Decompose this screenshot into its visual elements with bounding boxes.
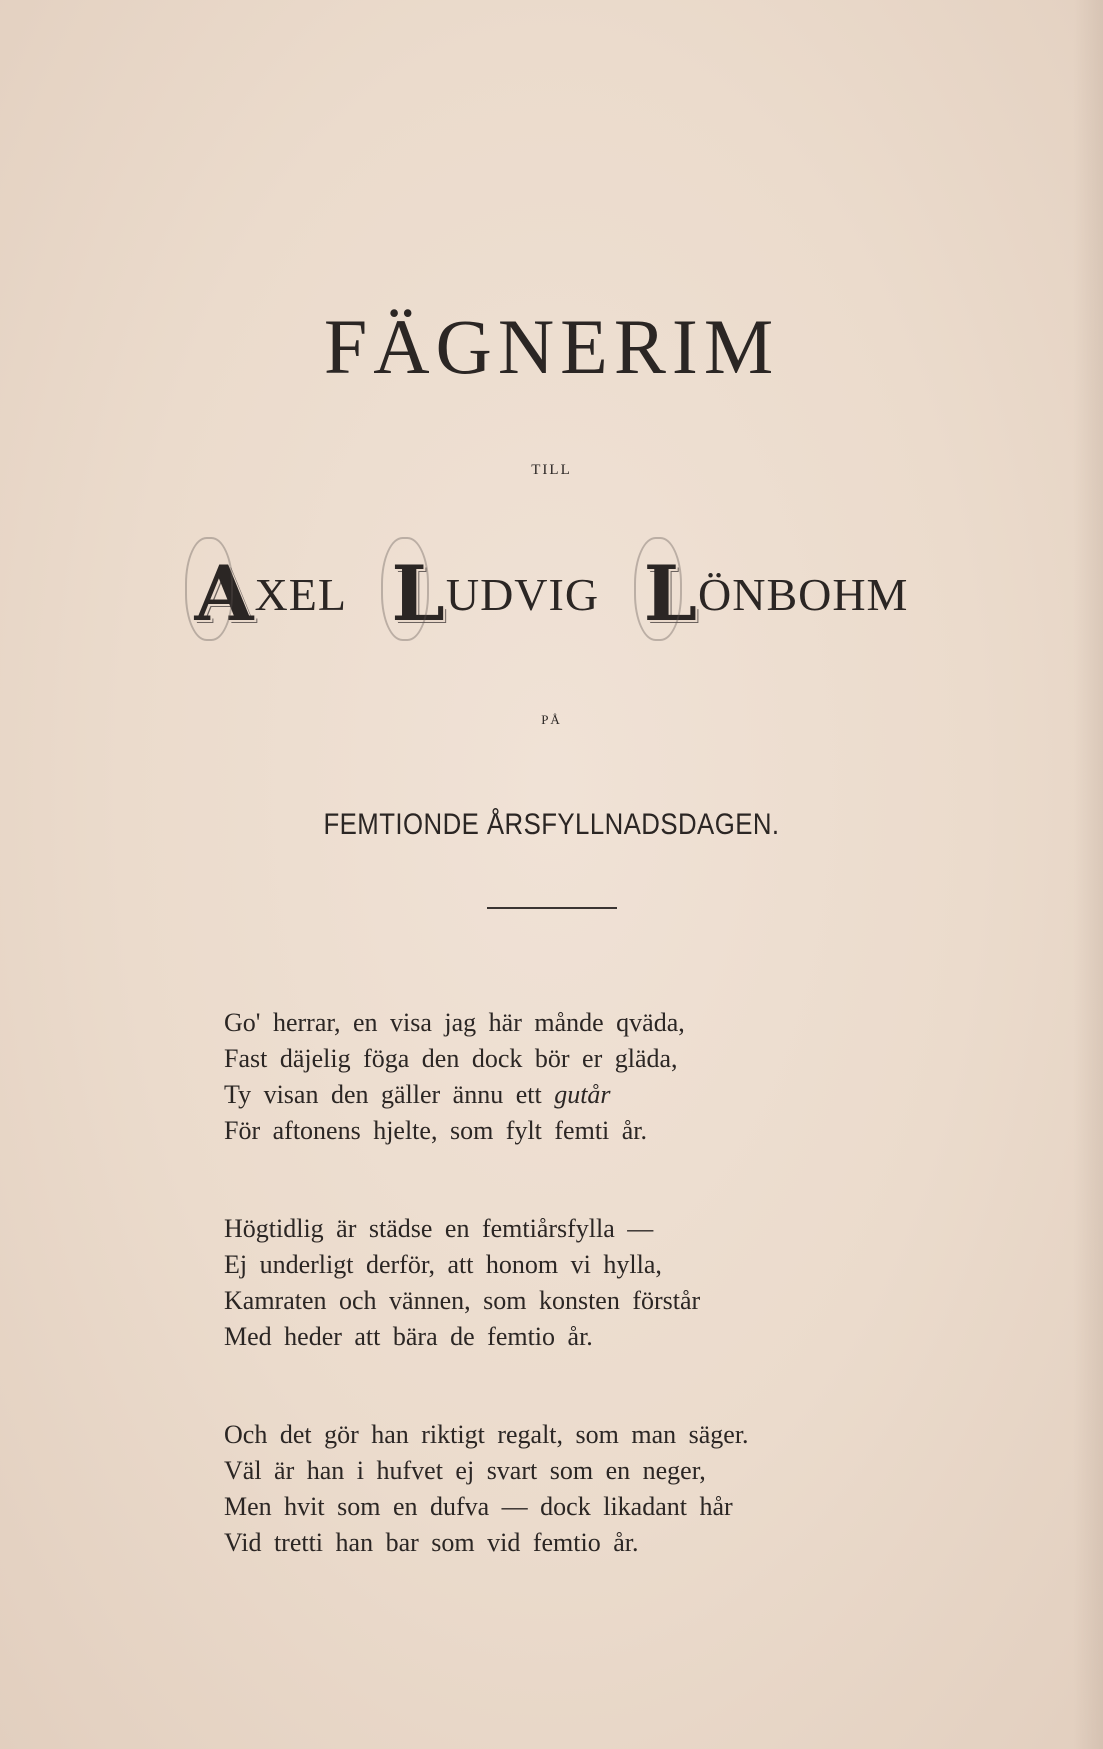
pa-word: PÅ [541,712,562,727]
stanza-1-line-3-text: Ty visan den gäller ännu ett [224,1080,542,1109]
ornamental-initial-last: L [643,549,698,638]
stanza-2-line-1: Högtidlig är städse en femtiårsfylla — [224,1214,654,1243]
stanza-2 [224,1211,944,1355]
stanza-1-line-1: Go' herrar, en visa jag här månde qväda, [224,1008,685,1037]
ornamental-initial-first: A [194,549,255,638]
stanza-3-line-2: Väl är han i hufvet ej svart som en neger, [224,1456,706,1485]
divider-rule [487,907,617,909]
document-title: FÄGNERIM [323,303,780,390]
stanza-2-line-4: Med heder att bära de femtio år. [224,1322,593,1351]
stanza-3-line-3: Men hvit som en dufva — dock likadant hår [224,1492,733,1521]
stanza-3 [224,1417,944,1561]
stanza-3-line-4: Vid tretti han bar som vid femtio år. [224,1528,639,1557]
stanza-1-line-2: Fast däjelig föga den dock bör er gläda, [224,1044,678,1073]
name-first-rest: XEL [254,569,347,620]
name-last [643,549,909,638]
name-middle [391,549,600,638]
stanza-3-line-1: Och det gör han riktigt regalt, som man säger. [224,1420,749,1449]
name-first [194,549,347,638]
stanza-1-line-3 [224,1077,944,1113]
stanza-2-line-2: Ej underligt derför, att honom vi hylla, [224,1250,662,1279]
stanza-1-emphasis: gutår [554,1080,611,1109]
name-last-rest: ÖNBOHM [698,569,909,620]
document-subtitle: FEMTIONDE ÅRSFYLLNADSDAGEN. [323,808,780,841]
stanza-2-line-3: Kamraten och vännen, som konsten förstår [224,1286,701,1315]
ornamental-initial-middle: L [391,549,446,638]
stanza-1 [224,1005,944,1149]
name-middle-rest: UDVIG [445,569,600,620]
stanza-1-line-4: För aftonens hjelte, som fylt femti år. [224,1116,648,1145]
till-word: TILL [531,462,572,478]
dedicatee-name [0,549,1103,638]
paper-edge-shadow [1073,0,1103,1749]
